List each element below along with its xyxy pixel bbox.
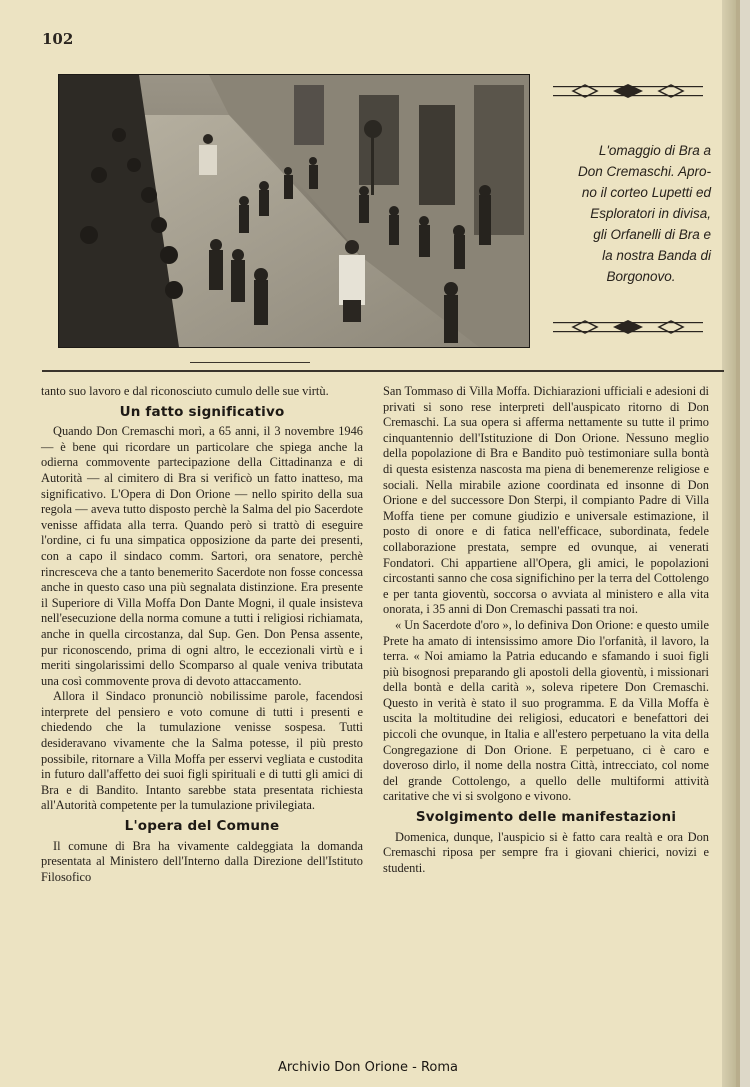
paragraph: Domenica, dunque, l'auspicio si è fatto cara realtà e ora Don Cremaschi riposa per sempre fra i giovani chierici, novizi e studenti. (383, 829, 709, 875)
paragraph: Quando Don Cremaschi morì, a 65 anni, il 3 novembre 1946 — è bene qui ricordare un particolare che spiega anche la odierna commovente partecipazione della Cittadinanza e di Autorità — al cimitero di Bra si verificò un fatto inatteso, ma significativo. L'Opera di Don Orione — nello spirito della sua regola — aveva tutto disposto perchè la Salma del pio Sacerdote venisse affidata alla terra. Quando però si trattò di eseguire l'ordine, ci fu una simpatica opposizione da parte dei presenti, con a capo il sindaco comm. Sartori, ora senatore, perchè rincresceva che a tanto benemerito Sacerdote non fosse concessa anche in questo caso una più segnalata distinzione. Era presente il Superiore di Villa Moffa Don Dante Mogni, il quale insisteva nell'esecuzione della norma comune a tutti i religiosi richiamata, anche in quella circostanza, dal Sup. Gen. Don Pensa assente, pur riconoscendo, prima di ogni altro, le eccezionali virtù e i meriti singolarissimi dello Scomparso al quale veniva tributata una così commovente prova di devoto attaccamento. (41, 424, 363, 688)
right-text-column (383, 384, 709, 876)
left-text-column (41, 384, 363, 885)
caption-line: la nostra Banda di (602, 248, 711, 263)
section-heading: Un fatto significativo (119, 403, 285, 420)
decorative-ornament-bottom (553, 318, 703, 336)
caption-line: gli Orfanelli di Bra e (593, 227, 711, 242)
caption-line: no il corteo Lupetti ed (581, 185, 711, 200)
section-divider (42, 370, 724, 372)
caption-line: Borgonovo. (606, 269, 676, 284)
paragraph: tanto suo lavoro e dal riconosciuto cumulo delle sue virtù. (41, 384, 329, 398)
archive-footer: Archivio Don Orione - Roma (277, 1060, 459, 1075)
section-heading: L'opera del Comune (124, 818, 280, 835)
photo-caption (545, 140, 711, 287)
page-edge (722, 0, 736, 1087)
short-divider (190, 362, 310, 363)
procession-photo (58, 74, 530, 348)
page-number: 102 (42, 30, 74, 48)
paragraph: « Un Sacerdote d'oro », lo definiva Don Orione: e questo umile Prete ha amato di intensissimo amore Dio l'orfanità, il lavoro, la terra. « Noi amiamo la Patria educando e sfamando i suoi figli più bisognosi preparando gli apostoli della gioventù, i missionari della bontà e della carità », soleva ripetere Don Cremaschi. Questo in verità è stato il suo programma. E da Villa Moffa è uscita la moltitudine dei religiosi, educatori e benefattori dei piccoli che ovunque, in Italia e all'estero perpetuano la vita della Congregazione di Don Orione. E perpetuano, ci è caro e doveroso dirlo, il nome della nostra Città, intrecciato, col nome del grande Cottolengo, a quello delle multiformi attività caritative che vi si svolgono e vivono. (383, 617, 709, 804)
paragraph: San Tommaso di Villa Moffa. Dichiarazioni ufficiali e adesioni di privati si sono rese interpreti dell'auspicato ritorno di Don Cremaschi. La sua opera si afferma nettamente su tutte il primo cinquantennio dell'Istituzione di Don Orione. Nessuno meglio della popolazione di Bra e Bandito può testimoniare sulla bontà di questa esistenza nascosta ma piena di benemerenze religiose e sociali. Nella mirabile azione coordinata ed insonne di Don Orione e del successore Don Sterpi, il compianto Padre di Villa Moffa tiene per comune giudizio e universale estimazione, il posto di onore e di fatica nell'efficace, subordinata, fedele collaborazione prestata, sempre ed ovunque, ai venerati Fondatori. Chi appartiene all'Opera, gli amici, le popolazioni circostanti sanno che cosa significhino per la terra del Cottolengo e per tanta gioventù, soccorsa o avviata al ministero e alla vita onorata, i 35 anni di Don Cremaschi passati tra noi. (383, 384, 709, 617)
caption-line: Esploratori in divisa, (590, 206, 711, 221)
caption-line: Don Cremaschi. Apro- (577, 164, 711, 179)
section-heading: Svolgimento delle manifestazioni (415, 809, 677, 826)
paragraph: Allora il Sindaco pronunciò nobilissime parole, facendosi interprete del pensiero e voto comune di tutti i presenti e chiedendo che la tumulazione venisse sospesa. Tutti desideravano vivamente che la Salma potesse, il più presto possibile, ritornare a Villa Moffa per esservi vegliata e custodita in futuro dall'affetto dei suoi figli spirituali e di tutti gli amici di Bra e di Bandito. Intanto sarebbe stata presentata richiesta all'Autorità competente per la tumulazione privilegiata. (41, 689, 363, 813)
decorative-ornament-top (553, 82, 703, 100)
paragraph: Il comune di Bra ha vivamente caldeggiata la domanda presentata al Ministero dell'Interno dalla Direzione dell'Istituto Filosofico (41, 838, 363, 884)
caption-line: L'omaggio di Bra a (598, 143, 711, 158)
